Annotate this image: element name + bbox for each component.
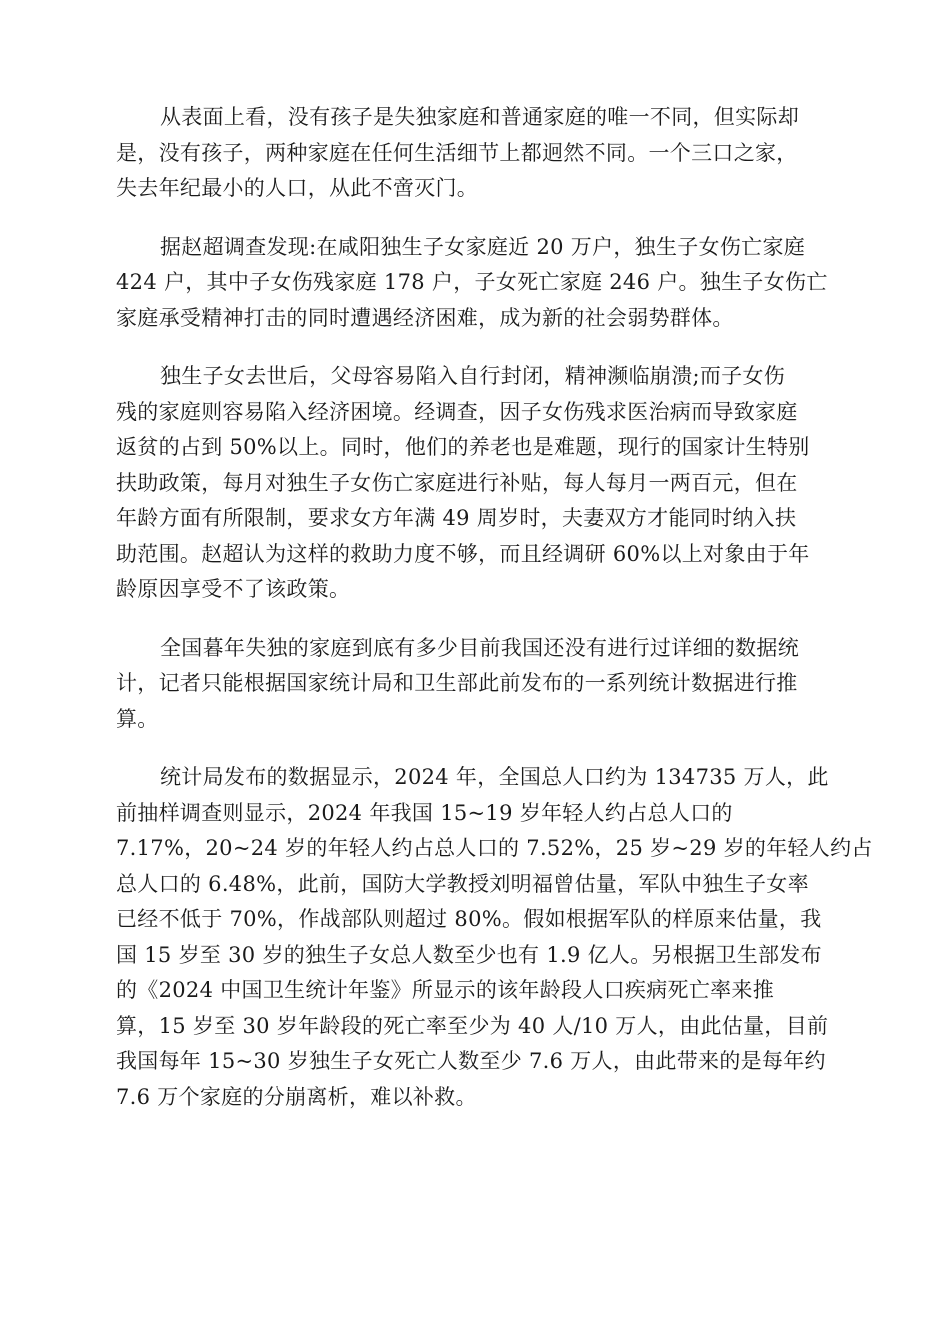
text-line: 已经不低于 70%，作战部队则超过 80%。假如根据军队的样原来估量，我 (116, 907, 822, 931)
paragraph-3 (116, 359, 834, 608)
text-line: 全国暮年失独的家庭到底有多少目前我国还没有进行过详细的数据统 (160, 635, 799, 660)
text-line: 7.17%，20~24 岁的年轻人约占总人口的 7.52%，25 岁~29 岁的年轻人约占 (116, 836, 873, 860)
text-line: 424 户，其中子女伤残家庭 178 户，子女死亡家庭 246 户。独生子女伤亡 (116, 270, 828, 294)
text-line: 助范围。赵超认为这样的救助力度不够，而且经调研 60%以上对象由于年 (116, 541, 810, 566)
text-line: 的《2024 中国卫生统计年鉴》所显示的该年龄段人口疾病死亡率来推 (116, 978, 775, 1002)
document-body (116, 100, 873, 1115)
text-line: 总人口的 6.48%，此前，国防大学教授刘明福曾估量，军队中独生子女率 (116, 871, 809, 896)
paragraph-4 (116, 631, 834, 738)
paragraph-2 (116, 230, 834, 337)
text-line: 失去年纪最小的人口，从此不啻灭门。 (116, 176, 479, 200)
text-line: 前抽样调查则显示，2024 年我国 15~19 岁年轻人约占总人口的 (116, 800, 733, 825)
text-line: 计，记者只能根据国家统计局和卫生部此前发布的一系列统计数据进行推 (116, 671, 798, 695)
text-line: 算，15 岁至 30 岁年龄段的死亡率至少为 40 人/10 万人，由此估量，目前 (116, 1013, 829, 1038)
text-line: 7.6 万个家庭的分崩离析，难以补救。 (116, 1084, 477, 1109)
text-line: 扶助政策，每月对独生子女伤亡家庭进行补贴，每人每月一两百元，但在 (116, 470, 798, 495)
text-line: 返贫的占到 50%以上。同时，他们的养老也是难题，现行的国家计生特别 (116, 435, 810, 459)
text-line: 据赵超调查发现:在咸阳独生子女家庭近 20 万户，独生子女伤亡家庭 (160, 234, 806, 259)
paragraph-5 (116, 760, 873, 1115)
text-line: 从表面上看，没有孩子是失独家庭和普通家庭的唯一不同，但实际却 (160, 105, 799, 129)
paragraph-1 (116, 100, 834, 207)
text-line: 是，没有孩子，两种家庭在任何生活细节上都迥然不同。一个三口之家， (116, 140, 798, 165)
text-line: 龄原因享受不了该政策。 (116, 577, 351, 601)
text-line: 残的家庭则容易陷入经济困境。经调查，因子女伤残求医治病而导致家庭 (116, 399, 798, 424)
text-line: 算。 (116, 706, 159, 731)
text-line: 统计局发布的数据显示，2024 年，全国总人口约为 134735 万人，此 (160, 765, 829, 789)
text-line: 家庭承受精神打击的同时遭遇经济困难，成为新的社会弱势群体。 (116, 305, 734, 330)
text-line: 我国每年 15~30 岁独生子女死亡人数至少 7.6 万人，由此带来的是每年约 (116, 1049, 826, 1073)
text-line: 国 15 岁至 30 岁的独生子女总人数至少也有 1.9 亿人。另根据卫生部发布 (116, 942, 822, 967)
text-line: 年龄方面有所限制，要求女方年满 49 周岁时，夫妻双方才能同时纳入扶 (116, 506, 797, 530)
text-line: 独生子女去世后，父母容易陷入自行封闭，精神濒临崩溃;而子女伤 (160, 364, 786, 388)
